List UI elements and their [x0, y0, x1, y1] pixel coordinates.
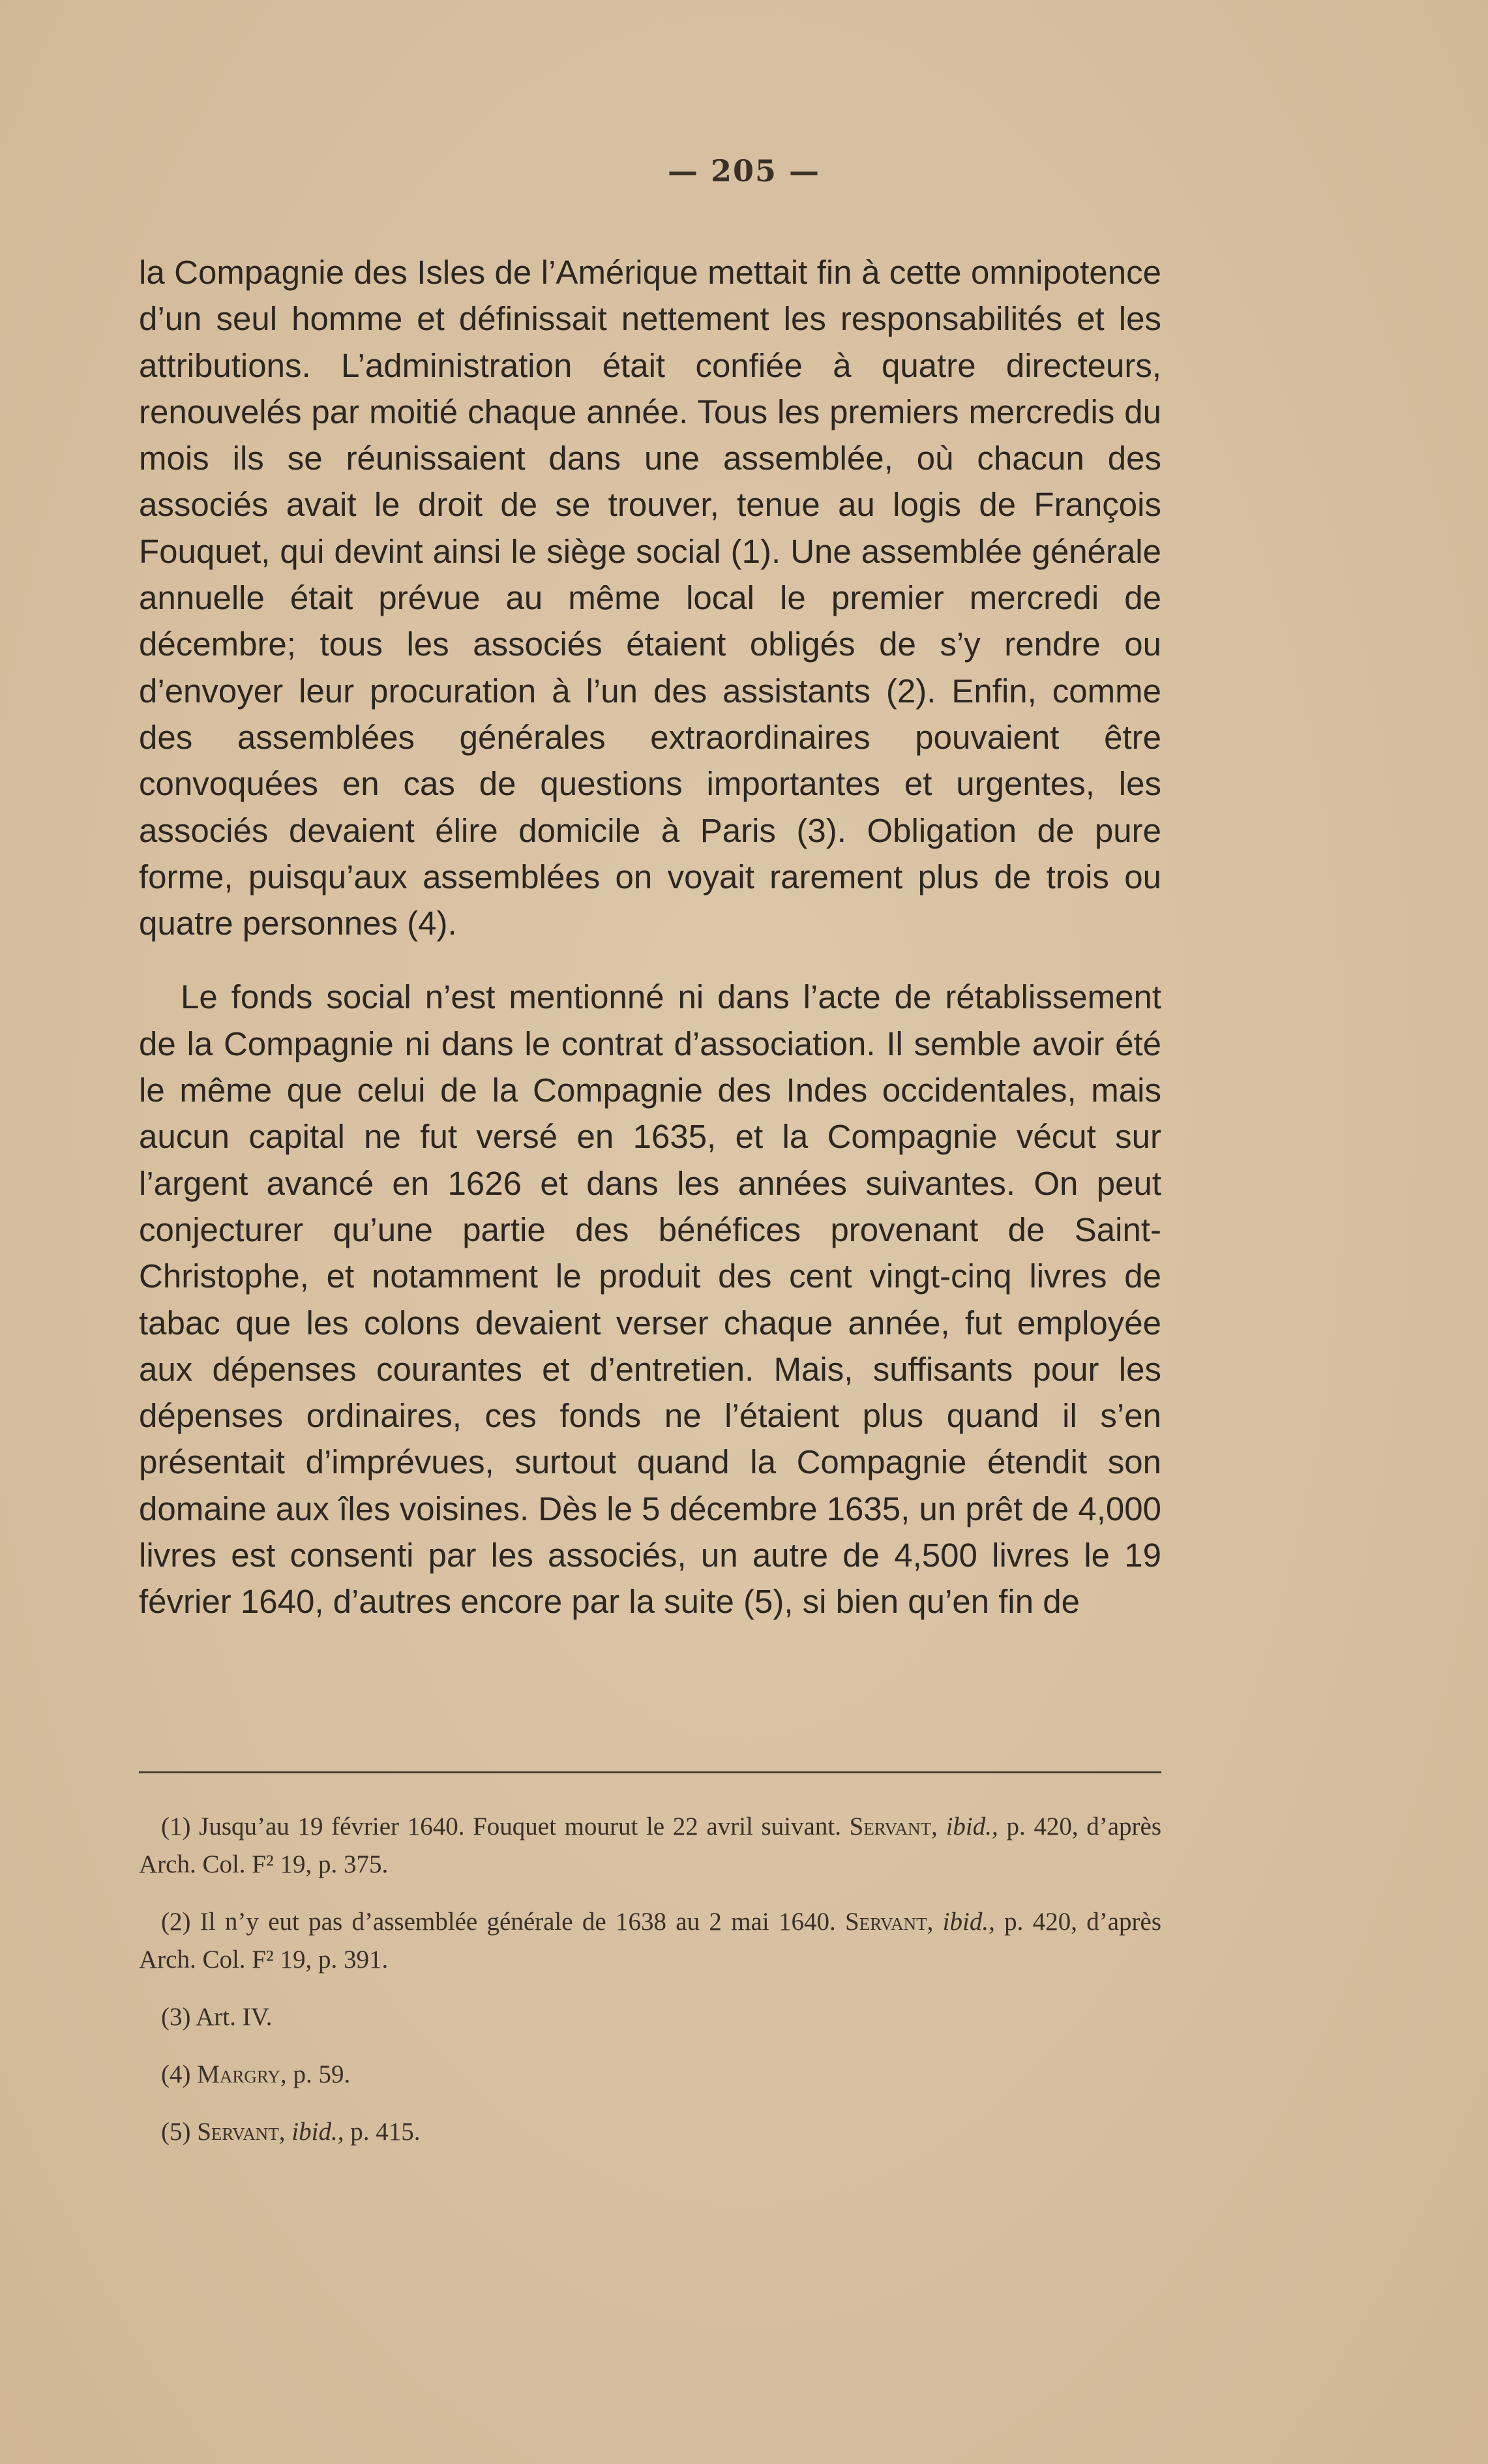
footnote-4	[139, 2056, 1161, 2094]
footnote-reference: p. 420, d’après Arch. Col. F² 19, p. 375.	[139, 1812, 1162, 1878]
footnote-1	[139, 1808, 1161, 1884]
footnote-text: Jusqu’au 19 février 1640. Fouquet mourut le 22 avril suivant.	[199, 1812, 841, 1840]
footnote-number: (2)	[161, 1908, 191, 1936]
footnote-5	[139, 2113, 1161, 2151]
footnote-reference: p. 59.	[293, 2060, 351, 2088]
footnote-ibid: ibid.,	[942, 1908, 995, 1936]
footnote-reference: p. 415.	[350, 2118, 421, 2146]
paragraph: Le fonds social n’est mentionné ni dans l’acte de rétablissement de la Compagnie ni dans le contrat d’association. Il semble avoir été le même que celui de la Compagnie des Indes occidentales, mais aucun capital ne fut versé en 1635, et la Compagnie vécut sur l’argent avancé en 1626 et dans les années suivantes. On peut conjecturer qu’une partie des bénéfices provenant de Saint-Christophe, et notamment le produit des cent vingt-cinq livres de tabac que les colons devaient verser chaque année, fut employée aux dépenses courantes et d’entretien. Mais, suffisants pour les dépenses ordinaires, ces fonds ne l’étaient plus quand il s’en présentait d’imprévues, surtout quand la Compagnie étendit son domaine aux îles voisines. Dès le 5 décembre 1635, un prêt de 4,000 livres est consenti par les associés, un autre de 4,500 livres le 19 février 1640, d’autres encore par la suite (5), si bien qu’en fin de	[139, 978, 1161, 1621]
footnote-reference: p. 420, d’après Arch. Col. F² 19, p. 391.	[139, 1908, 1162, 1974]
footnote-number: (3)	[161, 2003, 191, 2031]
footnote-author: Servant,	[845, 1908, 934, 1936]
paragraph: la Compagnie des Isles de l’Amérique mettait fin à cette omnipotence d’un seul homme et définissait nettement les responsabilités et les attributions. L’administration était confiée à quatre directeurs, renouvelés par moitié chaque année. Tous les premiers mercredis du mois ils se réunissaient dans une assemblée, où chacun des associés avait le droit de se trouver, tenue au logis de François Fouquet, qui devint ainsi le siège social (1). Une assemblée générale annuelle était prévue au même local le premier mercredi de décembre; tous les associés étaient obligés de s’y rendre ou d’envoyer leur procuration à l’un des assistants (2). Enfin, comme des assemblées générales extraordinaires pouvaient être convoquées en cas de questions importantes et urgentes, les associés devaient élire domicile à Paris (3). Obligation de pure forme, puisqu’aux assemblées on voyait rarement plus de trois ou quatre personnes (4).	[139, 254, 1161, 942]
footnote-number: (5)	[161, 2118, 191, 2146]
footnote-author: Servant,	[197, 2118, 286, 2146]
footnote-ibid: ibid.,	[291, 2118, 344, 2146]
footnote-ibid: ibid.,	[945, 1812, 998, 1840]
footnotes	[139, 1808, 1161, 2171]
page-number: — 205 —	[667, 153, 821, 188]
footnote-author: Margry,	[197, 2060, 287, 2088]
footnote-number: (1)	[161, 1812, 191, 1840]
footnote-2	[139, 1903, 1161, 1979]
footnote-author: Servant,	[849, 1812, 938, 1840]
main-text	[139, 249, 1161, 1625]
footnote-3	[139, 1998, 1161, 2036]
paragraph-gap	[139, 946, 1161, 974]
footnote-text: Il n’y eut pas d’assemblée générale de 1638 au 2 mai 1640.	[200, 1908, 836, 1936]
footnote-text: Art. IV.	[196, 2003, 273, 2031]
footnote-rule	[139, 1771, 1161, 1773]
footnote-number: (4)	[161, 2060, 191, 2088]
